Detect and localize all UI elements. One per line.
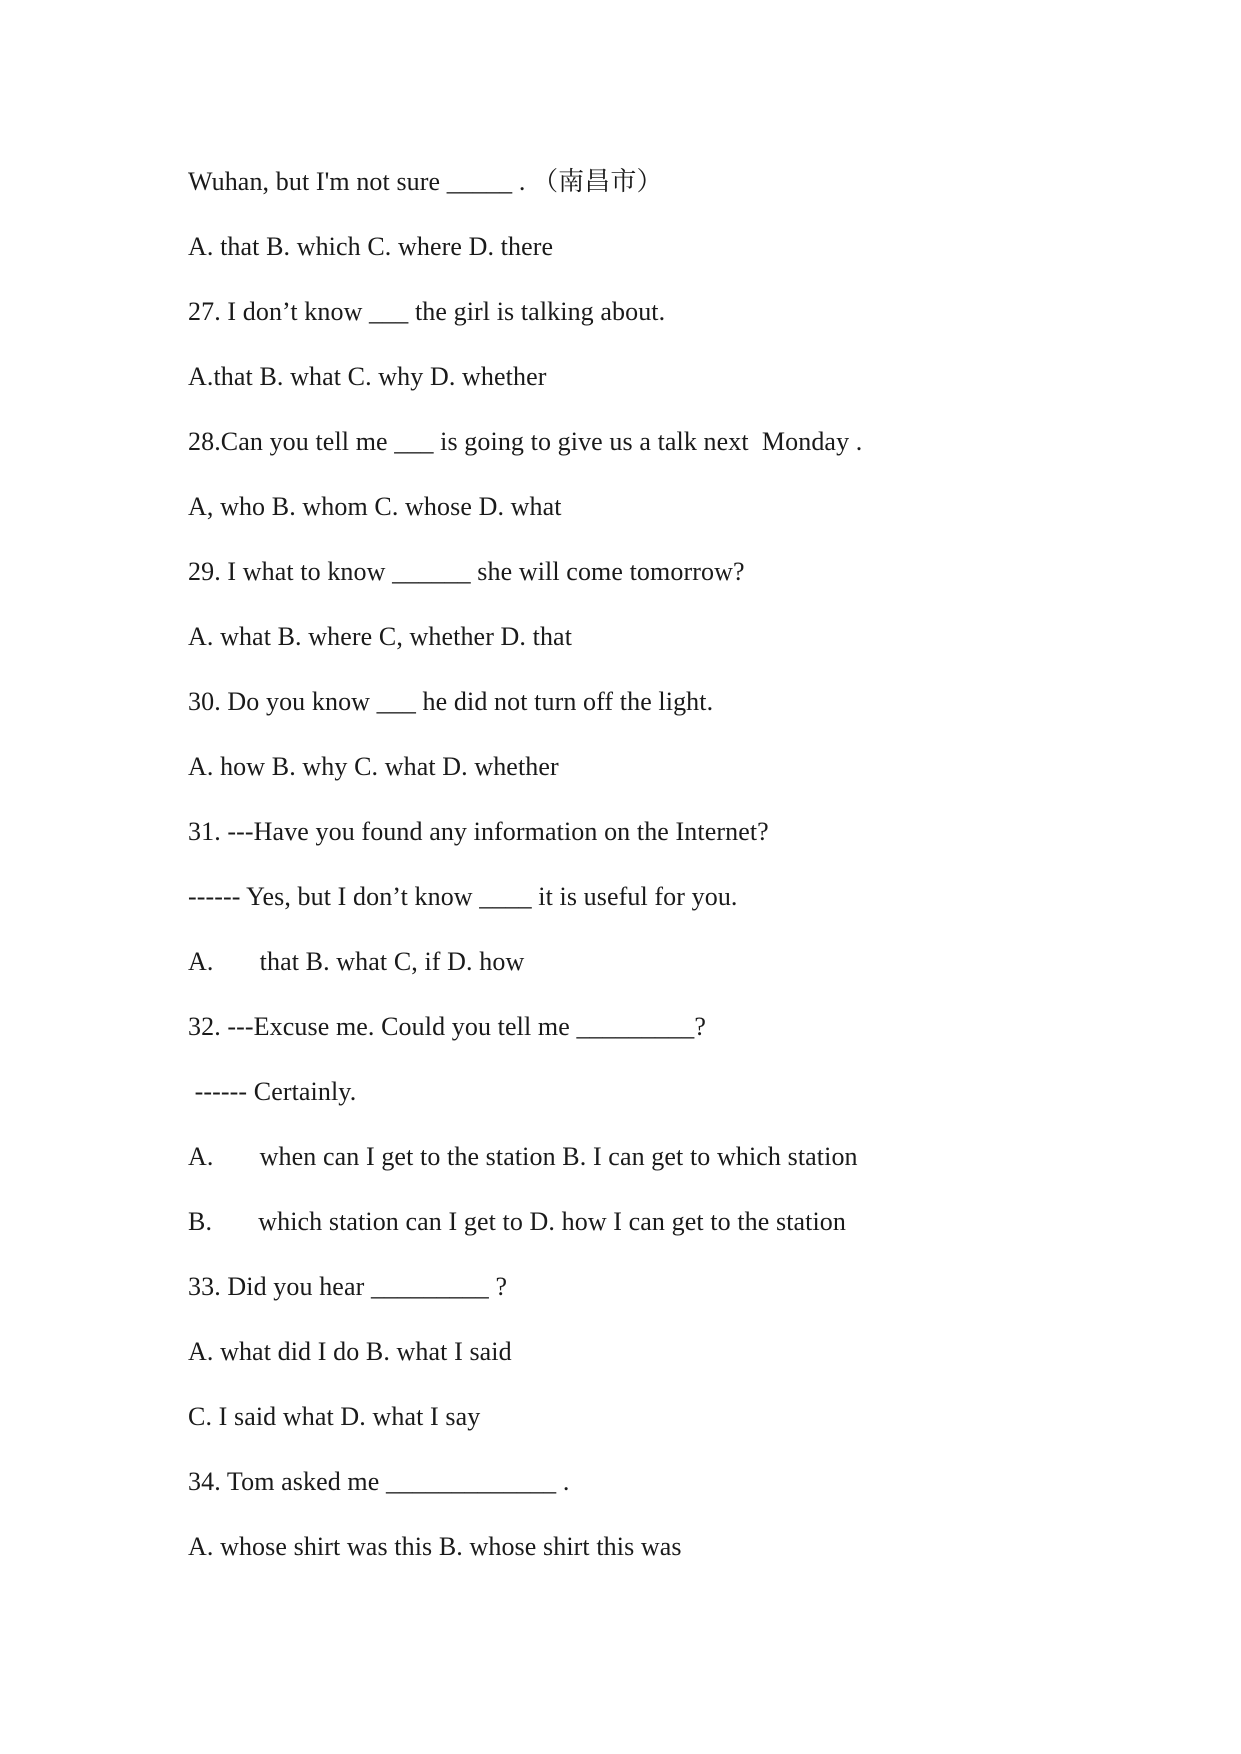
question-32-options-a: A. when can I get to the station B. I can get to which station (188, 1142, 858, 1171)
question-33-options-c: C. I said what D. what I say (188, 1402, 481, 1431)
question-32-options-b: B. which station can I get to D. how I can get to the station (188, 1207, 847, 1236)
question-29: 29. I what to know ______ she will come tomorrow? (188, 557, 745, 586)
question-32-reply: ------ Certainly. (188, 1077, 357, 1106)
question-31-reply: ------ Yes, but I don’t know ____ it is useful for you. (188, 882, 738, 911)
question-33: 33. Did you hear _________ ? (188, 1272, 508, 1301)
question-28: 28.Can you tell me ___ is going to give us a talk next Monday . (188, 427, 863, 456)
question-34: 34. Tom asked me _____________ . (188, 1467, 570, 1496)
question-31: 31. ---Have you found any information on the Internet? (188, 817, 769, 846)
question-32: 32. ---Excuse me. Could you tell me _________? (188, 1012, 706, 1041)
question-26-continuation: Wuhan, but I'm not sure _____ . （南昌市） (188, 167, 663, 196)
question-28-options: A, who B. whom C. whose D. what (188, 492, 562, 521)
question-26-options: A. that B. which C. where D. there (188, 232, 554, 261)
question-30-options: A. how B. why C. what D. whether (188, 752, 559, 781)
question-34-options: A. whose shirt was this B. whose shirt this was (188, 1532, 682, 1561)
question-33-options-a: A. what did I do B. what I said (188, 1337, 512, 1366)
question-29-options: A. what B. where C, whether D. that (188, 622, 573, 651)
question-30: 30. Do you know ___ he did not turn off the light. (188, 687, 714, 716)
question-31-options: A. that B. what C, if D. how (188, 947, 525, 976)
question-27-options: A.that B. what C. why D. whether (188, 362, 547, 391)
question-27: 27. I don’t know ___ the girl is talking about. (188, 297, 666, 326)
